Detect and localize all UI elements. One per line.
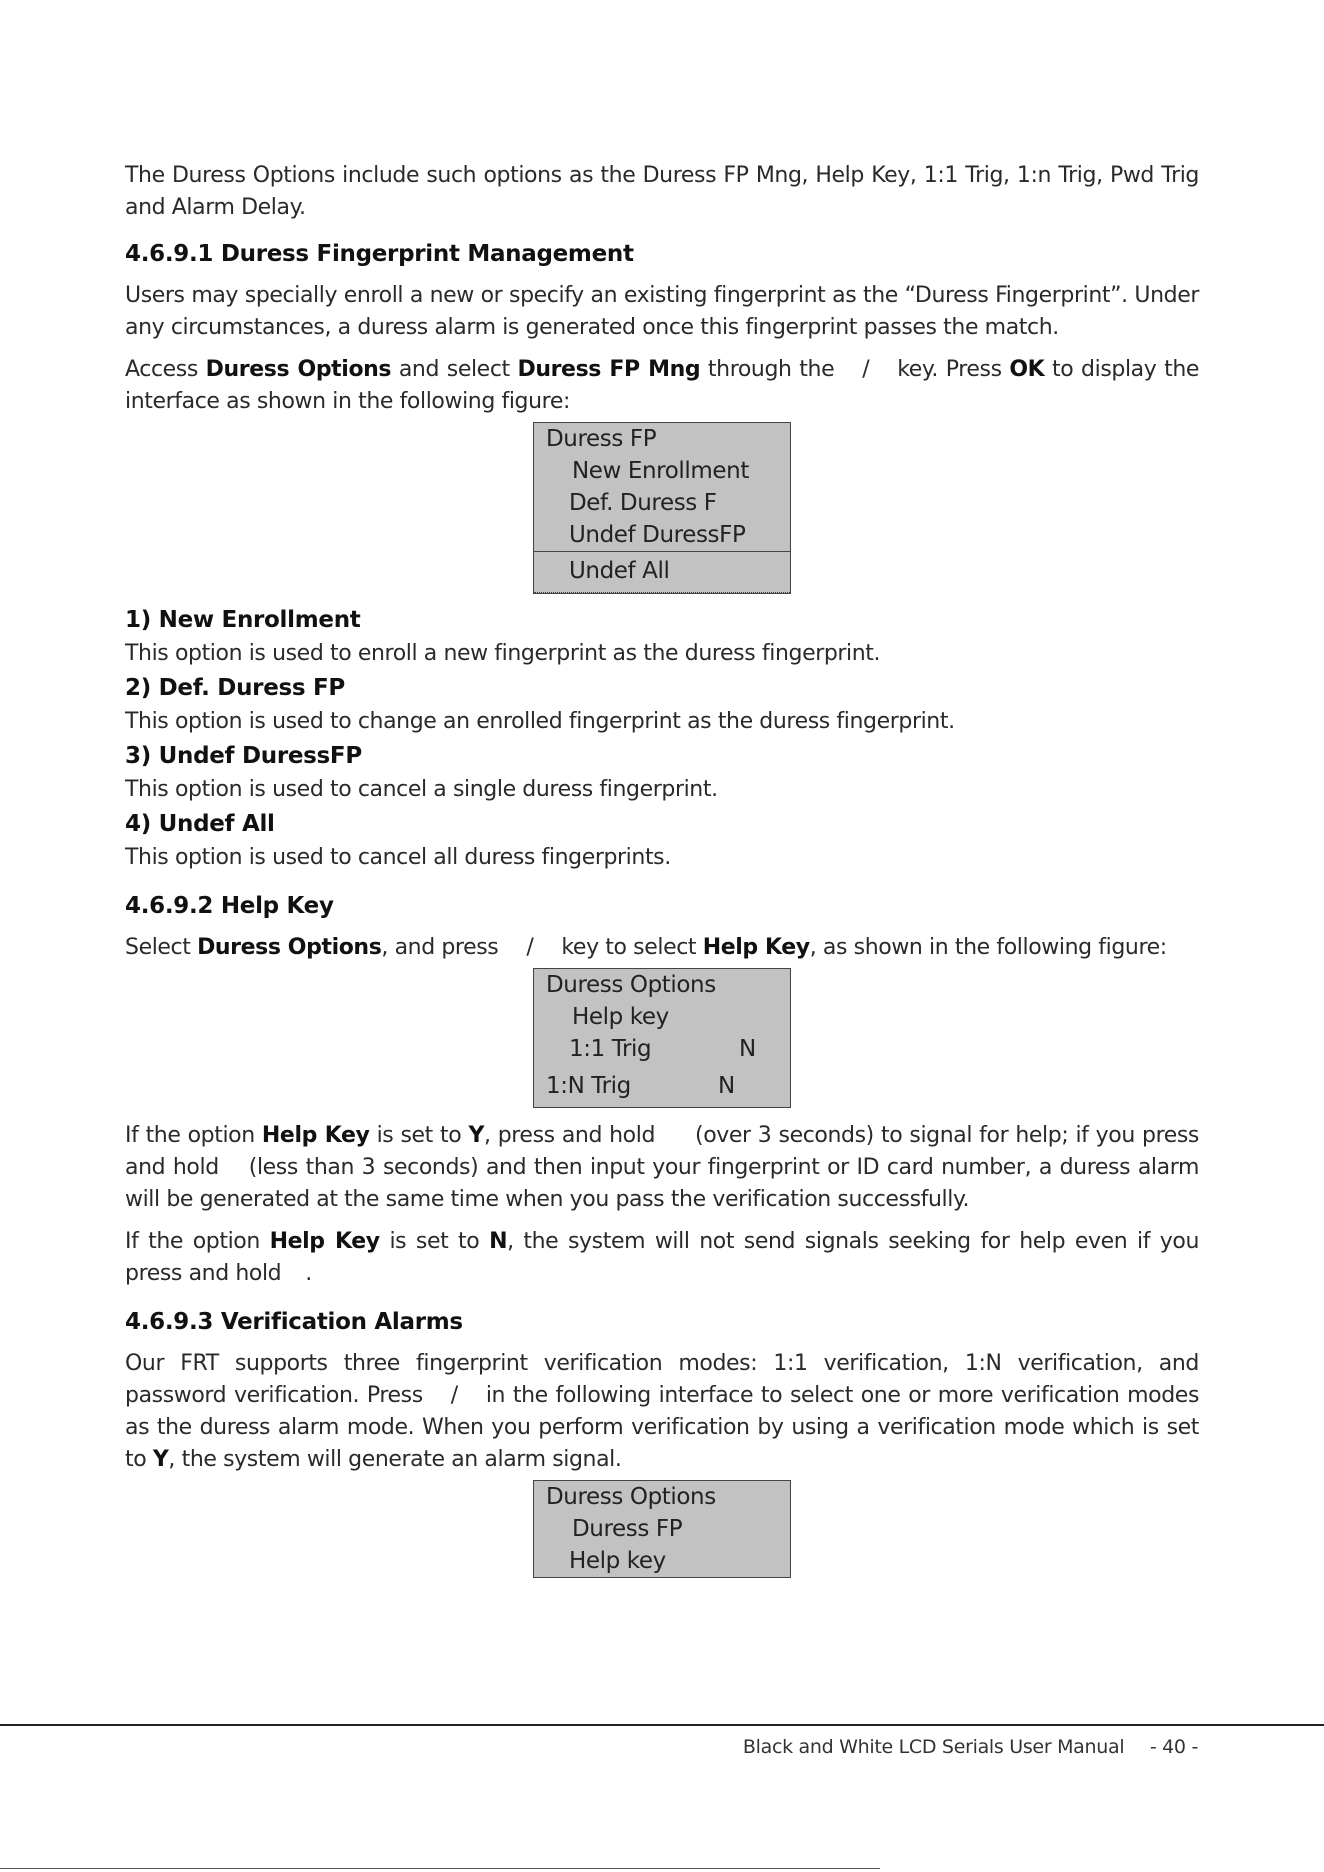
manual-page — [125, 160, 1199, 1578]
lcd-item-undef-all-selected: Undef All — [534, 551, 790, 593]
key-separator: / — [526, 935, 534, 960]
key-separator: / — [862, 357, 870, 382]
lcd-duress-fp-menu — [533, 422, 791, 594]
duress-fp-access-instructions: Access Duress Options and select Duress FP Mng through the / key. Press OK to display the interface as shown in the following figure: — [125, 357, 1200, 414]
lcd-value-1-n-trig: N — [718, 1073, 735, 1099]
option-title-undef-duressfp: 3) Undef DuressFP — [125, 743, 362, 769]
help-key-no-description: If the option Help Key is set to N, the system will not send signals seeking for help even if you press and hold . — [125, 1229, 1199, 1286]
section-heading-verification-alarms: 4.6.9.3 Verification Alarms — [125, 1309, 463, 1335]
footer-divider — [0, 1724, 1324, 1726]
help-key-select-instructions: Select Duress Options, and press / key to select Help Key, as shown in the following figure: — [125, 935, 1167, 960]
lcd-item-1-n-trig: 1:N Trig N — [534, 1065, 790, 1107]
option-title-def-duress-fp: 2) Def. Duress FP — [125, 675, 345, 701]
section-heading-duress-fp: 4.6.9.1 Duress Fingerprint Management — [125, 241, 634, 267]
page-footer — [743, 1736, 1198, 1758]
lcd-title: Duress Options — [546, 1484, 716, 1510]
option-desc-undef-duressfp: This option is used to cancel a single duress fingerprint. — [125, 777, 718, 802]
option-desc-undef-all: This option is used to cancel all duress fingerprints. — [125, 845, 671, 870]
lcd-item-1-1-trig: 1:1 Trig N — [534, 1033, 790, 1065]
option-title-new-enrollment: 1) New Enrollment — [125, 607, 361, 633]
intro-paragraph: The Duress Options include such options as the Duress FP Mng, Help Key, 1:1 Trig, 1:n Trig, Pwd Trig and Alarm Delay. — [125, 163, 1199, 220]
section-heading-help-key: 4.6.9.2 Help Key — [125, 893, 334, 919]
bottom-edge-line — [0, 1868, 880, 1869]
key-separator: / — [450, 1383, 458, 1408]
footer-page-number: - 40 - — [1149, 1736, 1198, 1758]
lcd-item-undef-duressfp: Undef DuressFP — [569, 522, 746, 548]
lcd-title: Duress FP — [546, 426, 657, 452]
verification-alarms-description: Our FRT supports three fingerprint verification modes: 1:1 verification, 1:N verification, and password verification. Press / in the following interface to select one or more verification modes as the duress alarm mode. When you perform verification by using a verification mode which is set to Y, the system will generate an alarm signal. — [125, 1351, 1199, 1472]
help-key-yes-description: If the option Help Key is set to Y, press and hold (over 3 seconds) to signal for help; if you press and hold (less than 3 seconds) and then input your fingerprint or ID card number, a duress alarm will be generated at the same time when you pass the verification successfully. — [125, 1123, 1199, 1212]
lcd-item-help-key: Help key — [569, 1548, 666, 1574]
lcd-item-duress-fp: Duress FP — [572, 1516, 683, 1542]
lcd-title: Duress Options — [546, 972, 716, 998]
lcd-item-help-key: Help key — [572, 1004, 669, 1030]
option-title-undef-all: 4) Undef All — [125, 811, 275, 837]
lcd-duress-options-help-key — [533, 968, 791, 1108]
footer-manual-title: Black and White LCD Serials User Manual — [742, 1736, 1125, 1758]
lcd-item-def-duress: Def. Duress F — [569, 490, 717, 516]
lcd-value-1-1-trig: N — [739, 1036, 756, 1062]
lcd-item-new-enrollment: New Enrollment — [572, 458, 749, 484]
duress-fp-description: Users may specially enroll a new or specify an existing fingerprint as the “Duress Fingerprint”. Under any circumstances, a duress alarm is generated once this fingerprint passes the match. — [125, 283, 1199, 340]
lcd-duress-options-verification — [533, 1480, 791, 1578]
option-desc-new-enrollment: This option is used to enroll a new fingerprint as the duress fingerprint. — [125, 641, 881, 666]
option-desc-def-duress-fp: This option is used to change an enrolled fingerprint as the duress fingerprint. — [125, 709, 955, 734]
